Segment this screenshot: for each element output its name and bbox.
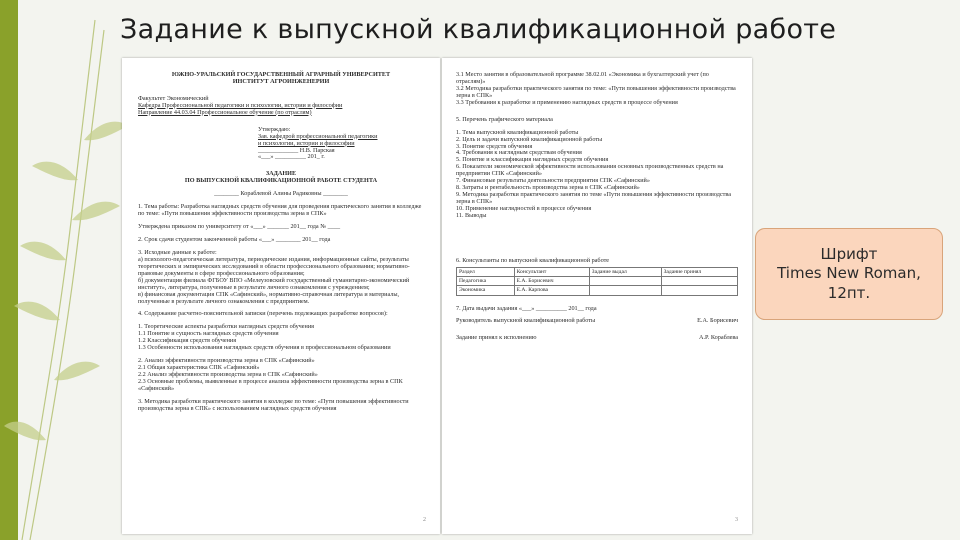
table-header: Задание выдал — [589, 267, 661, 276]
task-item: 1. Теоретические аспекты разработки наглядных средств обучения — [138, 323, 315, 331]
list-item: 4. Требования к наглядным средствам обучения — [456, 149, 582, 157]
callout-line: Times New Roman, — [777, 264, 921, 283]
list-item: 6. Показатели экономической эффективности использования основных производственных средств на предприятии СПК «Сафинский» — [456, 163, 724, 178]
task-item: 2.3 Основные проблемы, выявленные в процессе анализа эффективности производства зерна в СПК «Сафинский» — [138, 377, 403, 392]
page-number: 3 — [735, 517, 738, 524]
callout-line: 12пт. — [827, 283, 871, 302]
table-header: Консультант — [514, 267, 589, 276]
task-item: Утверждена приказом по университету от «___» _______ 201__ года № ____ — [138, 223, 341, 231]
student-name: ________ Кораблевой Алины Радиковны ________ — [214, 190, 348, 198]
task-item: 1.2 Классификация средств обучения — [138, 337, 237, 345]
page-number: 2 — [423, 517, 426, 524]
supervisor-line: Руководитель выпускной квалификационной работы Е.А. Борисевич — [456, 317, 738, 325]
task-item: б) документация филиала ФГБОУ ВПО «Мелеузовский государственный гуманитарно-экономический институт», литература, полученные в результате личного ознакомления с учреждением; — [138, 276, 410, 291]
table-cell: Е.А. Борисевич — [514, 277, 589, 286]
callout-line: Шрифт — [820, 244, 878, 263]
task-item: 3. Исходные данные к работе: — [138, 248, 217, 256]
accepted-line: Задание принял к исполнению А.Р. Кораблева — [456, 334, 738, 342]
subsection-items — [456, 72, 738, 107]
task-item: 3. Методика разработки практического занятия в колледже по теме: «Пути повышения эффективности производства зерна в СПК» с использованием наглядных средств обучения — [138, 397, 409, 412]
font-callout — [755, 228, 943, 320]
task-item: в) финансовая документация СПК «Сафинский», нормативно-справочная литература и материалы, полученные в результате личного ознакомления с предприятием. — [138, 290, 400, 305]
graphics-heading: 5. Перечень графического материала — [456, 115, 553, 123]
table-cell — [661, 286, 737, 295]
task-item: 1. Тема работы: Разработка наглядных средств обучения для проведения практического занятия в колледже по теме: «Пути повышения эффективности производства зерна в СПК» — [138, 203, 422, 218]
list-item: 5. Понятие и классификация наглядных средств обучения — [456, 156, 609, 164]
task-item: а) психолого-педагогическая литература, периодические издания, информационные сайты, результаты теоретических и эмпирических исследований в области профессионального образования; нормативно-правовые документы в сфере профессионального образования; — [138, 255, 410, 277]
task-items — [138, 204, 424, 413]
list-item: 9. Методика разработки практического занятия по теме «Пути повышения эффективности производства зерна в СПК» — [456, 191, 731, 205]
list-item: 11. Выводы — [456, 211, 487, 219]
consultants-heading: 6. Консультанты по выпускной квалификационной работе — [456, 256, 610, 264]
table-cell — [589, 277, 661, 286]
table-cell: Педагогика — [457, 277, 515, 286]
list-item: 10. Применение наглядностей в процессе обучения — [456, 204, 592, 212]
approval-block: Утверждаю: Зав. кафедрой профессиональной педагогики и психологии, истории и философии _____________ Н.В. Парская «___» __________ 201_ г. — [258, 125, 378, 161]
table-cell — [589, 286, 661, 295]
task-item: 2. Срок сдачи студентом законченной работы «___» ________ 201__ года — [138, 236, 331, 243]
table-cell: Е.А. Карпова — [514, 286, 589, 295]
task-title: ЗАДАНИЕ ПО ВЫПУСКНОЙ КВАЛИФИКАЦИОННОЙ РАБОТЕ СТУДЕНТА — [184, 170, 378, 185]
table-row — [457, 286, 738, 295]
task-item: 2.2 Анализ эффективности производства зерна в СПК «Сафинский» — [138, 371, 318, 378]
list-item: 1. Тема выпускной квалификационной работы — [456, 128, 579, 136]
task-item: 1.3 Особенности использования наглядных средств обучения в профессиональном образовании — [138, 344, 391, 352]
list-item: 8. Затраты и рентабельность производства зерна в СПК «Сафинский» — [456, 184, 640, 192]
document-page-1 — [122, 58, 440, 534]
table-row — [457, 277, 738, 286]
document-page-2 — [442, 58, 752, 534]
consultants-table — [456, 267, 738, 296]
task-item: 2.1 Общая характеристика СПК «Сафинский» — [138, 364, 260, 372]
list-item: 2. Цель и задачи выпускной квалификационной работы — [456, 135, 603, 143]
slide-title: Задание к выпускной квалификационной работе — [120, 14, 837, 45]
graphics-list — [456, 130, 738, 220]
list-item: 7. Финансовые результаты деятельности предприятия СПК «Сафинский» — [456, 177, 650, 185]
task-item: 3.2 Методика разработки практического занятия по теме: «Пути повышения эффективности производства зерна в СПК» — [456, 84, 736, 99]
task-item: 3.1 Место занятия в образовательной программе 38.02.01 «Экономика и бухгалтерский учет (по отраслям)» — [456, 71, 709, 85]
table-cell — [661, 277, 737, 286]
university-header: ЮЖНО-УРАЛЬСКИЙ ГОСУДАРСТВЕННЫЙ АГРАРНЫЙ УНИВЕРСИТЕТ ИНСТИТУТ АГРОИНЖЕНЕРИИ — [171, 71, 391, 85]
faculty-block: Факультет Экономический Кафедра Профессиональной педагогики и психологии, истории и философии Направление 44.03.04 Профессиональное обучение (по отраслям) — [138, 94, 343, 116]
task-item: 4. Содержание расчетно-пояснительной записки (перечень подлежащих разработке вопросов): — [138, 310, 388, 318]
task-item: 1.1 Понятие и сущность наглядных средств обучения — [138, 330, 279, 338]
table-header-row — [457, 267, 738, 276]
leaf-decoration — [0, 0, 130, 540]
table-header: Раздел — [457, 267, 515, 276]
table-header: Задание принял — [661, 267, 737, 276]
table-cell: Экономика — [457, 286, 515, 295]
task-item: 3.3 Требования к разработке и применению наглядных средств в процессе обучения — [456, 98, 678, 106]
issue-date: 7. Дата выдачи задания «___» __________ 201__ года — [456, 304, 597, 312]
list-item: 3. Понятие средств обучения — [456, 142, 533, 150]
task-item: 2. Анализ эффективности производства зерна в СПК «Сафинский» — [138, 357, 315, 365]
